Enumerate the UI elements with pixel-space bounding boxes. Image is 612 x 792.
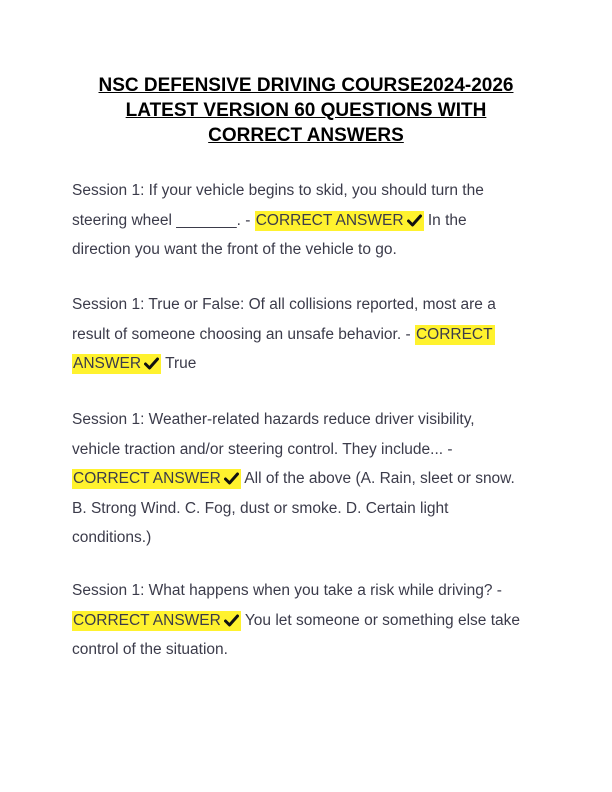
correct-answer-tag-part: ANSWER (72, 354, 161, 374)
answer-text: control of the situation. (72, 641, 228, 658)
answer-text: conditions.) (72, 529, 152, 546)
question-text: Session 1: What happens when you take a risk while driving? - (72, 582, 502, 599)
qa-item-4 (72, 576, 547, 665)
question-text: vehicle traction and/or steering control. They include... - (72, 440, 453, 458)
document-title (60, 73, 552, 148)
qa-item-3 (72, 405, 547, 553)
answer-text: You let someone or something else take (240, 611, 521, 629)
checkmark-icon (407, 214, 422, 227)
question-text: Session 1: Weather-related hazards reduce driver visibility, (72, 411, 475, 428)
correct-answer-tag-part: CORRECT (415, 325, 493, 343)
answer-text: All of the above (A. Rain, sleet or snow. (240, 470, 515, 487)
title-line-1: NSC DEFENSIVE DRIVING COURSE2024-2026 (98, 75, 514, 96)
answer-text: B. Strong Wind. C. Fog, dust or smoke. D. Certain light (72, 499, 449, 517)
question-text: steering wheel _______. - (72, 211, 255, 229)
qa-item-2 (72, 290, 547, 379)
answer-text: True (161, 355, 197, 372)
title-line-3: CORRECT ANSWERS (208, 125, 404, 146)
checkmark-icon (224, 472, 239, 485)
question-text: result of someone choosing an unsafe behavior. - (72, 325, 415, 343)
correct-answer-tag: CORRECT ANSWER (255, 211, 424, 231)
qa-item-1 (72, 176, 547, 265)
question-text: Session 1: If your vehicle begins to skid, you should turn the (72, 182, 484, 199)
answer-text: In the (423, 211, 467, 229)
title-line-2: LATEST VERSION 60 QUESTIONS WITH (125, 100, 487, 121)
correct-answer-tag: CORRECT ANSWER (72, 611, 241, 631)
answer-text: direction you want the front of the vehicle to go. (72, 241, 397, 258)
question-text: Session 1: True or False: Of all collisions reported, most are a (72, 296, 496, 313)
checkmark-icon (144, 357, 159, 370)
checkmark-icon (224, 614, 239, 627)
correct-answer-tag: CORRECT ANSWER (72, 469, 241, 489)
